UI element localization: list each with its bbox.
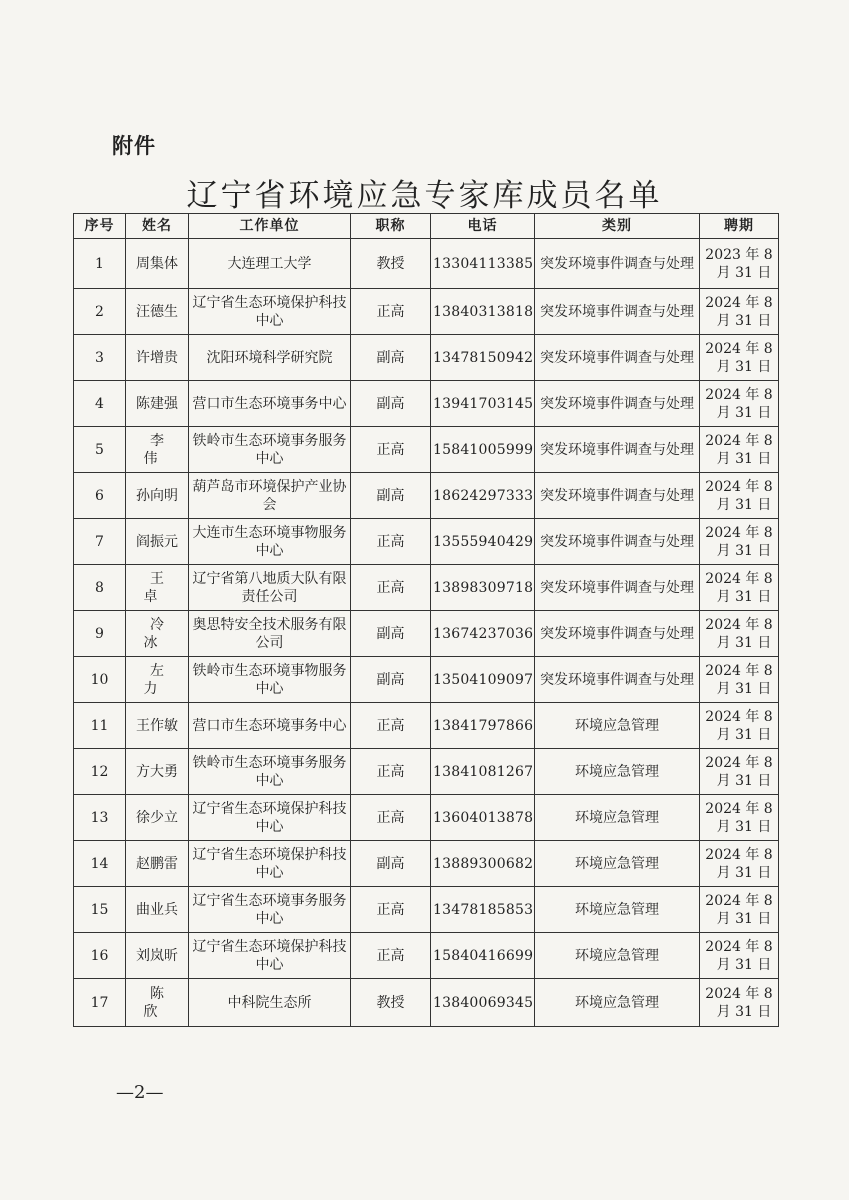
cell-seq: 15 <box>74 887 126 933</box>
header-category: 类别 <box>535 214 700 239</box>
cell-seq: 7 <box>74 519 126 565</box>
cell-phone: 13898309718 <box>431 565 535 611</box>
cell-seq: 3 <box>74 335 126 381</box>
cell-seq: 4 <box>74 381 126 427</box>
cell-category: 突发环境事件调查与处理 <box>535 335 700 381</box>
cell-unit: 辽宁省第八地质大队有限责任公司 <box>189 565 351 611</box>
cell-name: 刘岚昕 <box>126 933 189 979</box>
cell-unit: 营口市生态环境事务中心 <box>189 381 351 427</box>
table-header-row <box>74 214 779 239</box>
cell-phone: 13841081267 <box>431 749 535 795</box>
cell-unit: 铁岭市生态环境事务服务中心 <box>189 749 351 795</box>
table-row <box>74 473 779 519</box>
cell-unit: 葫芦岛市环境保护产业协会 <box>189 473 351 519</box>
cell-rank: 正高 <box>351 427 431 473</box>
table-row <box>74 519 779 565</box>
cell-rank: 副高 <box>351 335 431 381</box>
cell-unit: 辽宁省生态环境事务服务中心 <box>189 887 351 933</box>
cell-category: 环境应急管理 <box>535 795 700 841</box>
cell-seq: 12 <box>74 749 126 795</box>
table-row <box>74 611 779 657</box>
cell-rank: 教授 <box>351 979 431 1027</box>
cell-rank: 副高 <box>351 841 431 887</box>
cell-category: 突发环境事件调查与处理 <box>535 289 700 335</box>
header-seq: 序号 <box>74 214 126 239</box>
cell-term: 2024 年 8 月 31 日 <box>700 749 779 795</box>
cell-term: 2024 年 8 月 31 日 <box>700 289 779 335</box>
cell-name: 王卓 <box>126 565 189 611</box>
cell-phone: 13674237036 <box>431 611 535 657</box>
attachment-label: 附件 <box>112 134 156 158</box>
table-row <box>74 427 779 473</box>
table-row <box>74 979 779 1027</box>
header-phone: 电话 <box>431 214 535 239</box>
cell-rank: 正高 <box>351 565 431 611</box>
cell-category: 环境应急管理 <box>535 703 700 749</box>
cell-term: 2024 年 8 月 31 日 <box>700 427 779 473</box>
cell-rank: 正高 <box>351 795 431 841</box>
cell-unit: 大连市生态环境事物服务中心 <box>189 519 351 565</box>
table-row <box>74 381 779 427</box>
cell-phone: 13504109097 <box>431 657 535 703</box>
cell-rank: 副高 <box>351 473 431 519</box>
cell-seq: 2 <box>74 289 126 335</box>
cell-unit: 铁岭市生态环境事物服务中心 <box>189 657 351 703</box>
cell-phone: 13478150942 <box>431 335 535 381</box>
cell-phone: 13604013878 <box>431 795 535 841</box>
cell-phone: 13941703145 <box>431 381 535 427</box>
cell-seq: 1 <box>74 239 126 289</box>
cell-rank: 正高 <box>351 933 431 979</box>
cell-unit: 辽宁省生态环境保护科技中心 <box>189 795 351 841</box>
cell-term: 2023 年 8 月 31 日 <box>700 239 779 289</box>
cell-term: 2024 年 8 月 31 日 <box>700 795 779 841</box>
cell-unit: 奥思特安全技术服务有限公司 <box>189 611 351 657</box>
cell-term: 2024 年 8 月 31 日 <box>700 335 779 381</box>
cell-name: 陈欣 <box>126 979 189 1027</box>
cell-term: 2024 年 8 月 31 日 <box>700 565 779 611</box>
cell-category: 突发环境事件调查与处理 <box>535 519 700 565</box>
cell-name: 陈建强 <box>126 381 189 427</box>
cell-rank: 正高 <box>351 519 431 565</box>
cell-seq: 11 <box>74 703 126 749</box>
cell-unit: 中科院生态所 <box>189 979 351 1027</box>
cell-rank: 副高 <box>351 657 431 703</box>
cell-name: 汪德生 <box>126 289 189 335</box>
cell-term: 2024 年 8 月 31 日 <box>700 841 779 887</box>
cell-phone: 13889300682 <box>431 841 535 887</box>
table-row <box>74 795 779 841</box>
cell-category: 环境应急管理 <box>535 933 700 979</box>
cell-seq: 16 <box>74 933 126 979</box>
cell-term: 2024 年 8 月 31 日 <box>700 381 779 427</box>
cell-seq: 5 <box>74 427 126 473</box>
cell-category: 突发环境事件调查与处理 <box>535 657 700 703</box>
cell-category: 突发环境事件调查与处理 <box>535 381 700 427</box>
cell-term: 2024 年 8 月 31 日 <box>700 703 779 749</box>
cell-category: 环境应急管理 <box>535 979 700 1027</box>
cell-seq: 10 <box>74 657 126 703</box>
cell-seq: 17 <box>74 979 126 1027</box>
cell-phone: 15841005999 <box>431 427 535 473</box>
cell-unit: 营口市生态环境事务中心 <box>189 703 351 749</box>
header-term: 聘期 <box>700 214 779 239</box>
cell-name: 孙向明 <box>126 473 189 519</box>
cell-category: 突发环境事件调查与处理 <box>535 473 700 519</box>
cell-term: 2024 年 8 月 31 日 <box>700 979 779 1027</box>
header-rank: 职称 <box>351 214 431 239</box>
cell-unit: 铁岭市生态环境事务服务中心 <box>189 427 351 473</box>
cell-rank: 副高 <box>351 611 431 657</box>
cell-rank: 正高 <box>351 749 431 795</box>
cell-term: 2024 年 8 月 31 日 <box>700 887 779 933</box>
table-row <box>74 933 779 979</box>
cell-rank: 正高 <box>351 887 431 933</box>
cell-seq: 13 <box>74 795 126 841</box>
table-row <box>74 289 779 335</box>
cell-phone: 13304113385 <box>431 239 535 289</box>
cell-name: 赵鹏雷 <box>126 841 189 887</box>
cell-term: 2024 年 8 月 31 日 <box>700 657 779 703</box>
table-row <box>74 703 779 749</box>
cell-seq: 14 <box>74 841 126 887</box>
header-name: 姓名 <box>126 214 189 239</box>
table-body <box>74 239 779 1027</box>
cell-term: 2024 年 8 月 31 日 <box>700 933 779 979</box>
cell-name: 王作敏 <box>126 703 189 749</box>
cell-term: 2024 年 8 月 31 日 <box>700 611 779 657</box>
cell-phone: 13555940429 <box>431 519 535 565</box>
page-number: —2— <box>116 1082 164 1103</box>
cell-phone: 13478185853 <box>431 887 535 933</box>
header-unit: 工作单位 <box>189 214 351 239</box>
cell-rank: 教授 <box>351 239 431 289</box>
cell-name: 冷冰 <box>126 611 189 657</box>
cell-name: 阎振元 <box>126 519 189 565</box>
cell-phone: 13841797866 <box>431 703 535 749</box>
cell-term: 2024 年 8 月 31 日 <box>700 519 779 565</box>
cell-phone: 13840313818 <box>431 289 535 335</box>
cell-name: 李伟 <box>126 427 189 473</box>
cell-name: 周集体 <box>126 239 189 289</box>
table-row <box>74 239 779 289</box>
page-title: 辽宁省环境应急专家库成员名单 <box>186 178 663 214</box>
cell-category: 突发环境事件调查与处理 <box>535 427 700 473</box>
cell-category: 环境应急管理 <box>535 841 700 887</box>
cell-category: 环境应急管理 <box>535 749 700 795</box>
cell-term: 2024 年 8 月 31 日 <box>700 473 779 519</box>
cell-rank: 正高 <box>351 289 431 335</box>
cell-unit: 辽宁省生态环境保护科技中心 <box>189 933 351 979</box>
table-row <box>74 841 779 887</box>
cell-seq: 8 <box>74 565 126 611</box>
cell-name: 许增贵 <box>126 335 189 381</box>
cell-unit: 辽宁省生态环境保护科技中心 <box>189 841 351 887</box>
cell-seq: 9 <box>74 611 126 657</box>
table-row <box>74 749 779 795</box>
cell-category: 突发环境事件调查与处理 <box>535 611 700 657</box>
cell-unit: 大连理工大学 <box>189 239 351 289</box>
cell-unit: 沈阳环境科学研究院 <box>189 335 351 381</box>
cell-category: 环境应急管理 <box>535 887 700 933</box>
cell-category: 突发环境事件调查与处理 <box>535 239 700 289</box>
cell-seq: 6 <box>74 473 126 519</box>
table-row <box>74 657 779 703</box>
table-row <box>74 887 779 933</box>
cell-phone: 15840416699 <box>431 933 535 979</box>
cell-phone: 13840069345 <box>431 979 535 1027</box>
cell-category: 突发环境事件调查与处理 <box>535 565 700 611</box>
cell-rank: 副高 <box>351 381 431 427</box>
expert-roster-table <box>73 213 779 1027</box>
table-row <box>74 565 779 611</box>
cell-name: 左力 <box>126 657 189 703</box>
cell-name: 徐少立 <box>126 795 189 841</box>
cell-unit: 辽宁省生态环境保护科技中心 <box>189 289 351 335</box>
table-row <box>74 335 779 381</box>
cell-rank: 正高 <box>351 703 431 749</box>
cell-name: 方大勇 <box>126 749 189 795</box>
cell-name: 曲业兵 <box>126 887 189 933</box>
cell-phone: 18624297333 <box>431 473 535 519</box>
